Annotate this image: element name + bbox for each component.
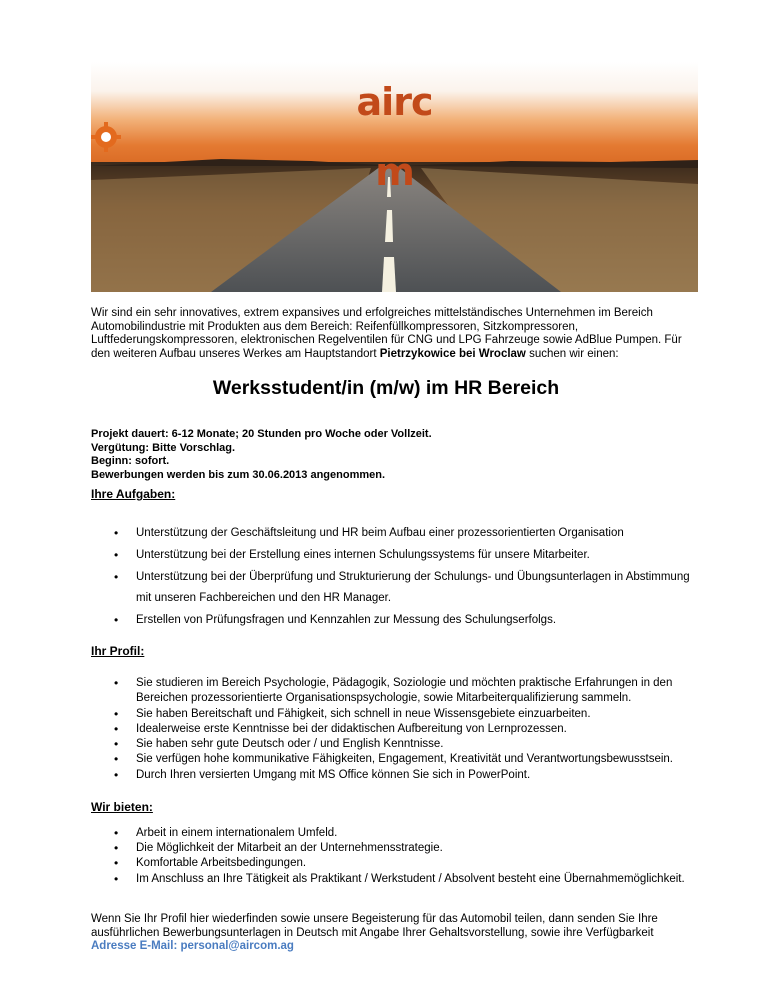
aufgaben-heading: Ihre Aufgaben:: [91, 487, 176, 501]
list-item: • Erstellen von Prüfungsfragen und Kennzahlen zur Messung des Schulungserfolgs.: [114, 610, 694, 631]
header-banner-image: [91, 62, 698, 292]
profil-list: [114, 676, 694, 783]
fact-salary: Vergütung: Bitte Vorschlag.: [91, 441, 236, 454]
contact-email-link[interactable]: Adresse E-Mail: personal@aircom.ag: [91, 940, 294, 953]
list-item: • Sie studieren im Bereich Psychologie, Pädagogik, Soziologie und möchten praktische Erfahrungen in den Bereichen prozessorientierte Organisationspsychologie, sowie Mitarbeiterqualifizierung sammeln.: [114, 676, 694, 707]
list-item: • Unterstützung bei der Erstellung eines internen Schulungssystems für unsere Mitarbeiter.: [114, 545, 694, 566]
bieten-list: [114, 826, 694, 887]
fact-deadline: Bewerbungen werden bis zum 30.06.2013 angenommen.: [91, 468, 386, 481]
fact-start: Beginn: sofort.: [91, 455, 170, 467]
fact-duration: Projekt dauert: 6-12 Monate; 20 Stunden pro Woche oder Vollzeit.: [91, 428, 432, 440]
list-item: • Unterstützung der Geschäftsleitung und HR beim Aufbau einer prozessorientierten Organisation: [114, 523, 694, 544]
aufgaben-list: [114, 523, 694, 631]
list-item: • Durch Ihren versierten Umgang mit MS Office können Sie sich in PowerPoint.: [114, 768, 694, 783]
intro-paragraph: [91, 307, 691, 361]
logo-text-left: airc: [356, 80, 433, 124]
list-item: • Sie verfügen hohe kommunikative Fähigkeiten, Engagement, Kreativität und Verantwortungsbewusstsein.: [114, 752, 694, 767]
list-item: • Idealerweise erste Kenntnisse bei der didaktischen Aufbereitung von Lernprozessen.: [114, 722, 694, 737]
list-item: • Komfortable Arbeitsbedingungen.: [114, 856, 694, 871]
list-item: • Die Möglichkeit der Mitarbeit an der Unternehmensstrategie.: [114, 841, 694, 856]
aircom-logo: [91, 82, 698, 192]
profil-heading: Ihr Profil:: [91, 644, 145, 658]
list-item: • Im Anschluss an Ihre Tätigkeit als Praktikant / Werkstudent / Absolvent besteht eine Übernahmemöglichkeit.: [114, 872, 694, 887]
intro-location: Pietrzykowice bei Wroclaw: [379, 347, 526, 360]
list-item: • Sie haben Bereitschaft und Fähigkeit, sich schnell in neue Wissensgebiete einzuarbeiten.: [114, 707, 694, 722]
intro-text-end: suchen wir einen:: [525, 347, 619, 360]
intro-text: Wir sind ein sehr innovatives, extrem expansives und erfolgreiches mittelständisches Unternehmen im Bereich Automobilindustrie mit Produkten aus dem Bereich: Reifenfüllkompressoren, Sitzkompressoren, Luftfederungskompressoren, elektronischen Regelventilen für CNG und LPG Fahrzeuge sowie AdBlue Pumpen. Für den weiteren Aufbau unseres Werkes am Hauptstandort: [91, 307, 682, 360]
bieten-heading: Wir bieten:: [91, 800, 153, 814]
job-facts: [91, 428, 691, 482]
outro-section: [91, 913, 691, 954]
list-item: • Sie haben sehr gute Deutsch oder / und English Kenntnisse.: [114, 737, 694, 752]
list-item: • Arbeit in einem internationalem Umfeld.: [114, 826, 694, 841]
job-title: Werksstudent/in (m/w) im HR Bereich: [212, 377, 560, 399]
gear-icon: [91, 122, 121, 152]
outro-paragraph: Wenn Sie Ihr Profil hier wiederfinden sowie unsere Begeisterung für das Automobil teilen, dann senden Sie Ihre ausführlichen Bewerbungsunterlagen in Deutsch mit Angabe Ihrer Gehaltsvorstellung, sowie ihre Verfügbarkeit: [91, 913, 658, 939]
intro-section: [91, 307, 691, 361]
list-item: • Unterstützung bei der Überprüfung und Strukturierung der Schulungs- und Übungsunterlagen in Abstimmung mit unseren Fachbereichen und den HR Manager.: [114, 567, 694, 609]
logo-text-right: m: [375, 150, 414, 194]
